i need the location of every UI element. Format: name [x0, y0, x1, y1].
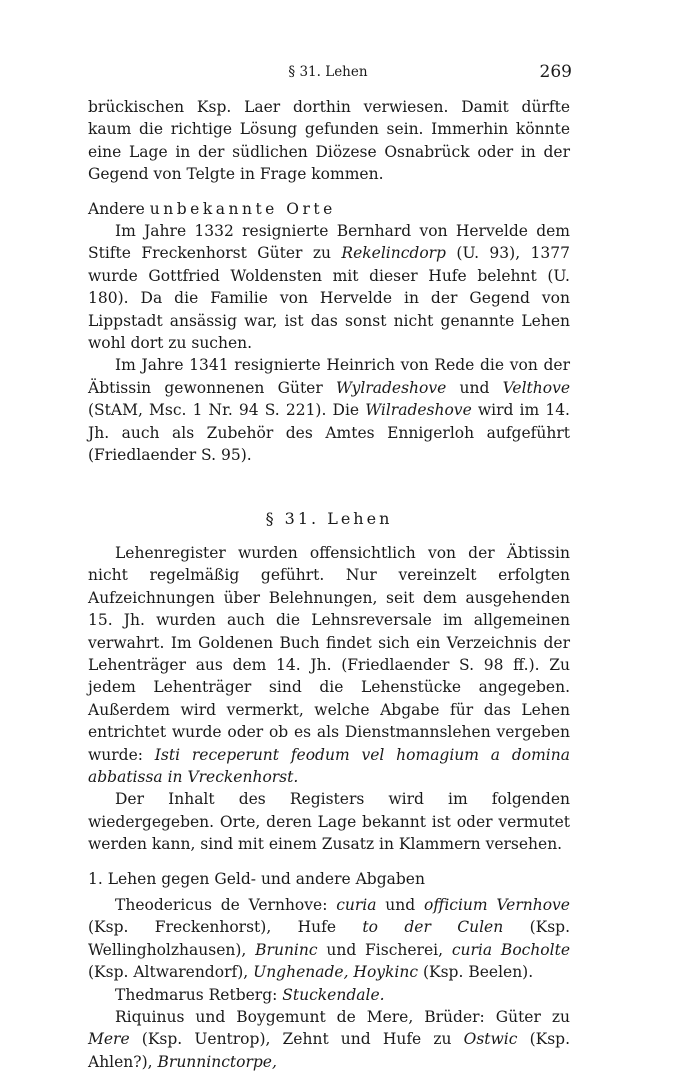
heading-spaced-text: unbekannte Orte	[149, 199, 336, 218]
page-number: 269	[539, 62, 572, 82]
text-run: und	[446, 378, 503, 397]
text-run: Im Jahre 1341 resignierte Heinrich von Rede die von der Äbtissin gewonnenen Güter	[88, 356, 570, 397]
page-body	[88, 96, 570, 1073]
text-run: Thedmarus Retberg:	[115, 985, 283, 1004]
text-run: Lehenregister wurden offensichtlich von der Äbtissin nicht regelmäßig geführt. Nur vereinzelt erfolgten Aufzeichnungen über Belehnungen, seit dem ausgehenden 15. Jh. wurden auch die Lehnsreversale im allgemeinen verwahrt. Im Goldenen Buch findet sich ein Verzeichnis der Lehenträger aus dem 14. Jh. (Friedlaender S. 98 ff.). Zu jedem Lehenträger sind die Lehenstücke angegeben. Außerdem wird vermerkt, welche Abgabe für das Lehen entrichtet wurde oder ob es als Dienstmannslehen vergeben wurde:	[88, 543, 570, 764]
text-run: (Ksp. Freckenhorst), Hufe	[88, 918, 363, 937]
place-name: curia	[336, 896, 377, 914]
paragraph-continuation: brückischen Ksp. Laer dorthin verwiesen. Damit dürfte kaum die richtige Lösung gefunden sein. Immerhin könnte eine Lage in der südlichen Diözese Osnabrück oder in der Gegend von Telgte in Frage kommen.	[88, 98, 570, 184]
text-run: (Ksp. Altwarendorf),	[88, 963, 254, 982]
place-name: Unghenade, Hoykinc	[253, 963, 419, 982]
text-run: (Ksp. Ahlen?),	[88, 1030, 570, 1071]
entry-theodericus	[88, 894, 570, 984]
place-name: Wilradeshove	[365, 401, 472, 420]
text-run: (Ksp. Wellingholzhausen),	[88, 918, 571, 959]
text-run: (Ksp. Beelen).	[418, 963, 534, 982]
running-head: § 31. Lehen	[288, 64, 368, 80]
place-name: Rekelincdorp	[341, 244, 446, 263]
paragraph-wylradeshove	[88, 354, 570, 466]
text-run: (Ksp. Uentrop), Zehnt und Hufe zu	[129, 1030, 464, 1049]
section-title: § 31. Lehen	[265, 508, 393, 528]
place-name: Mere	[88, 1030, 130, 1049]
paragraph-rekelincdorp	[88, 220, 570, 354]
entry-thedmarus	[88, 984, 570, 1006]
place-name: Bruninc	[255, 940, 318, 959]
place-name: Stuckendale.	[282, 985, 385, 1004]
place-name: Ostwic	[463, 1030, 518, 1049]
paragraph-register-content: Der Inhalt des Registers wird im folgenden wiedergegeben. Orte, deren Lage bekannt ist oder vermutet werden kann, sind mit einem Zusatz in Klammern versehen.	[88, 790, 570, 854]
latin-quote: Isti receperunt feodum vel homagium a domina abbatissa in Vreckenhorst.	[88, 745, 570, 786]
paragraph-lehenregister	[88, 542, 570, 788]
text-run: und Fischerei,	[317, 940, 452, 959]
text-run: und	[376, 896, 424, 914]
text-run: Im Jahre 1332 resignierte Bernhard von Hervelde dem Stifte Freckenhorst Güter zu	[88, 222, 570, 263]
text-run: Theodericus de Vernhove:	[115, 896, 337, 914]
subsection-heading-unknown-places	[88, 198, 570, 220]
text-run: wird im 14. Jh. auch als Zubehör des Amtes Ennigerloh aufgeführt (Friedlaender S. 95).	[88, 401, 570, 465]
place-name: officium Vernhove	[424, 896, 570, 914]
heading-prefix: Andere	[88, 199, 150, 218]
place-name: Wylradeshove	[336, 378, 447, 397]
place-name: Brunninctorpe,	[157, 1052, 277, 1071]
entry-riquinus	[88, 1006, 570, 1073]
text-run: (StAM, Msc. 1 Nr. 94 S. 221). Die	[88, 401, 366, 420]
place-name: to der Culen	[362, 918, 504, 937]
text-run: (U. 93), 1377 wurde Gottfried Woldensten mit dieser Hufe belehnt (U. 180). Da die Familie von Hervelde in der Gegend von Lippstadt ansässig war, ist das sonst nicht genannte Lehen wohl dort zu suchen.	[88, 244, 570, 353]
text-run: Riquinus und Boygemunt de Mere, Brüder: Güter zu	[115, 1008, 570, 1027]
numbered-subheading: 1. Lehen gegen Geld- und andere Abgaben	[88, 869, 425, 888]
place-name: curia Bocholte	[451, 940, 570, 959]
place-name: Velthove	[502, 378, 571, 397]
